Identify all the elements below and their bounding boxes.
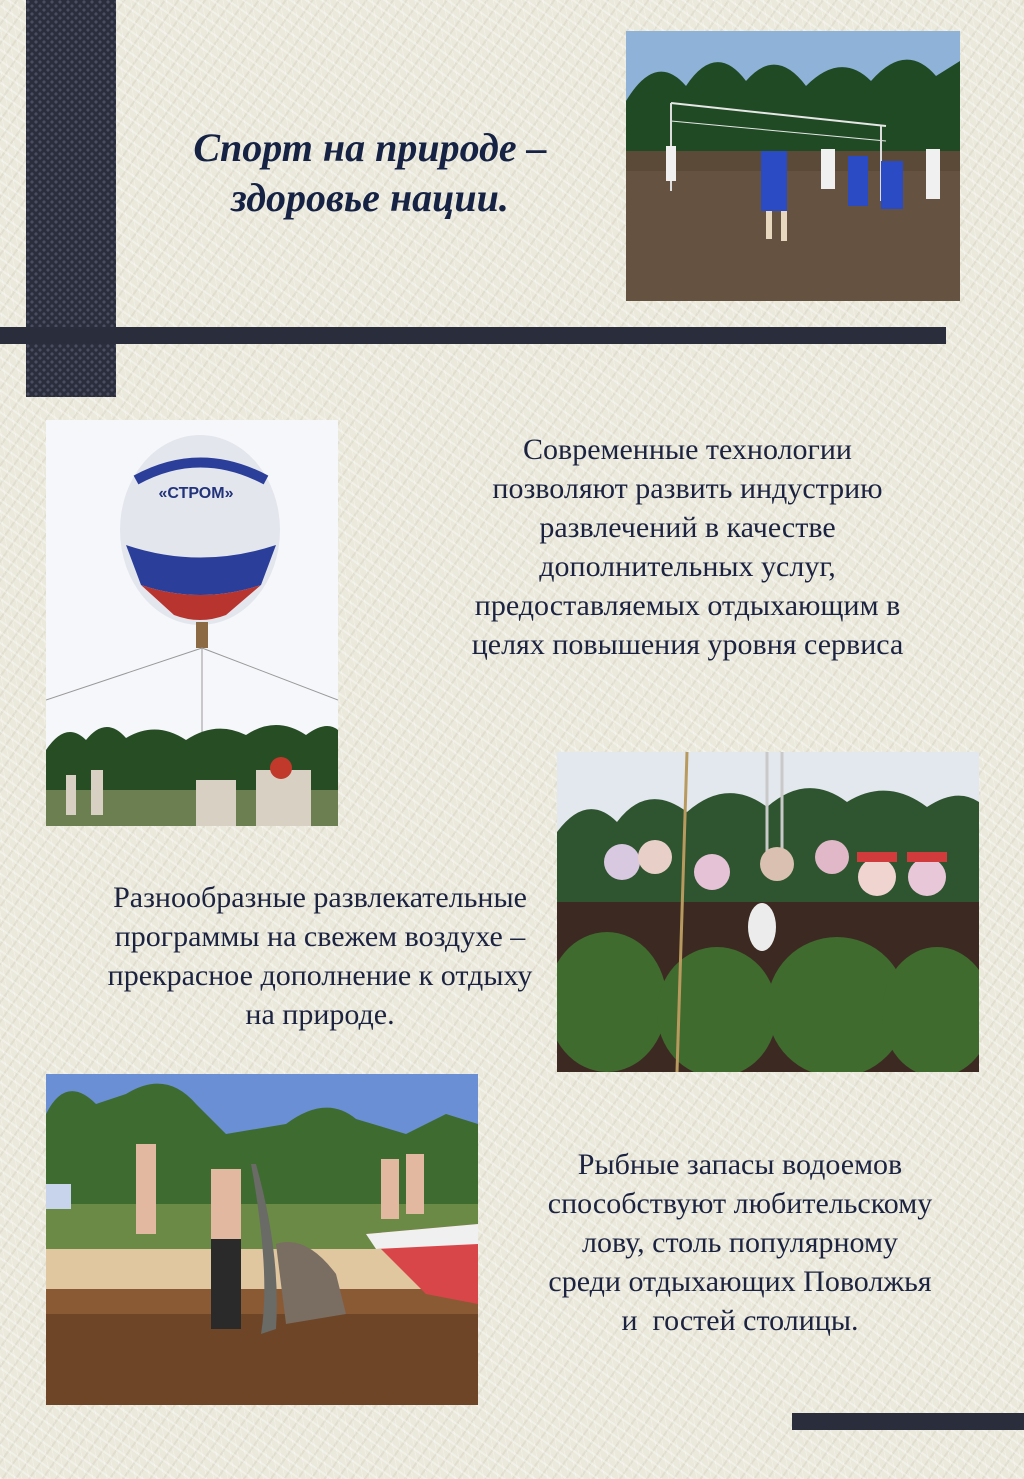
text-line: Современные технологии [523, 433, 852, 466]
text-line: Разнообразные развлекательные [113, 881, 527, 914]
text-line: на природе. [245, 998, 395, 1031]
fishing-photo [46, 1074, 478, 1405]
text-line: лову, столь популярному [582, 1226, 898, 1259]
text-line: развлечений в качестве [539, 511, 836, 544]
text-line: дополнительных услуг, [539, 550, 836, 583]
text-line: предоставляемых отдыхающим в [474, 589, 901, 622]
text-line: и гостей столицы. [621, 1304, 859, 1337]
title-line-1: Спорт на природе – [193, 125, 547, 170]
bottom-divider [792, 1413, 1024, 1430]
hot-air-balloon-photo [46, 420, 338, 826]
page-title [150, 123, 590, 223]
text-line: позволяют развить индустрию [492, 472, 883, 505]
balloon-lettering: «СТРОМ» [158, 485, 234, 502]
horizontal-divider [0, 327, 946, 344]
text-line: программы на свежем воздухе – [114, 920, 526, 953]
paragraph-technologies [425, 430, 950, 664]
paragraph-programs [70, 878, 570, 1034]
volleyball-photo [626, 31, 960, 301]
costumed-performers-photo [557, 752, 979, 1072]
title-line-2: здоровье нации. [231, 175, 509, 220]
text-line: среди отдыхающих Поволжья [548, 1265, 932, 1298]
paragraph-fishing [505, 1145, 975, 1340]
text-line: целях повышения уровня сервиса [471, 628, 904, 661]
text-line: прекрасное дополнение к отдыху [107, 959, 533, 992]
text-line: способствуют любительскому [547, 1187, 933, 1220]
text-line: Рыбные запасы водоемов [577, 1148, 903, 1181]
